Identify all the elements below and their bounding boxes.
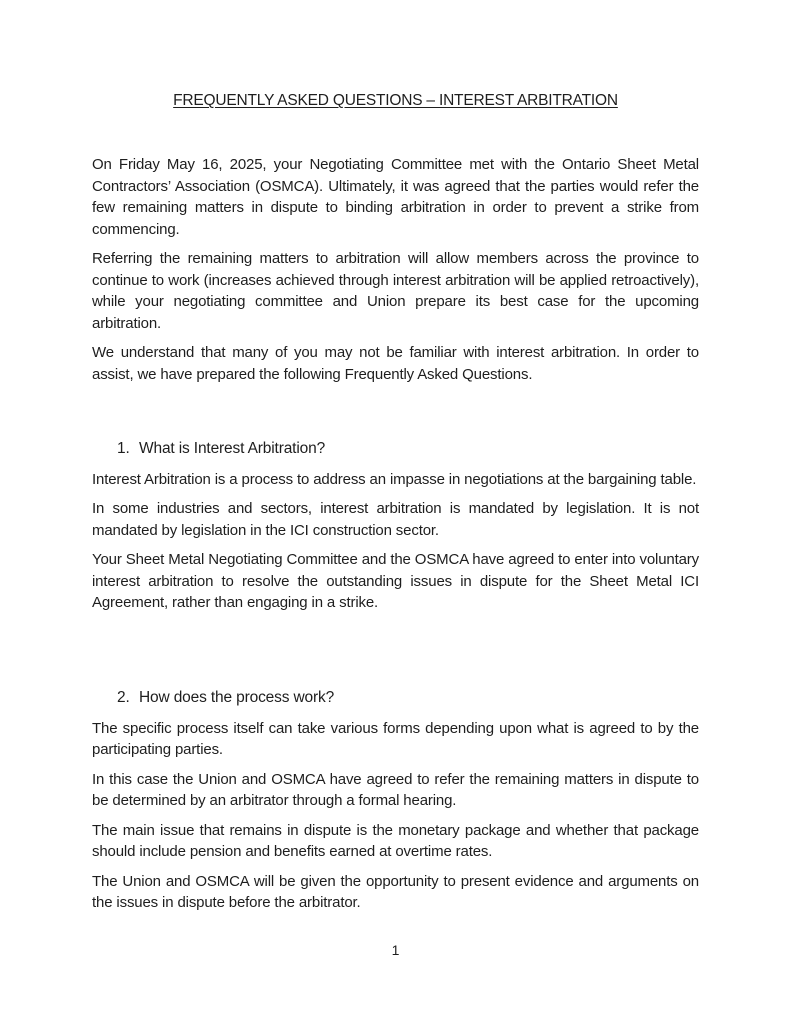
faq-heading-2 — [92, 687, 699, 709]
faq-number: 1. — [117, 440, 130, 457]
faq-paragraph: Interest Arbitration is a process to address an impasse in negotiations at the bargaining table. — [92, 470, 697, 488]
faq-paragraph: The main issue that remains in dispute is the monetary package and whether that package should include pension and benefits earned at overtime rates. — [92, 821, 699, 860]
intro-paragraph: Referring the remaining matters to arbitration will allow members across the province to continue to work (increases achieved through interest arbitration will be applied retroactively), while your negotiating committee and Union prepare its best case for the upcoming arbitration. — [92, 250, 699, 332]
faq-paragraph: The specific process itself can take various forms depending upon what is agreed to by the participating parties. — [92, 719, 699, 758]
faq-paragraph: In some industries and sectors, interest arbitration is mandated by legislation. It is not mandated by legislation in the ICI construction sector. — [92, 500, 699, 539]
faq-section-2 — [92, 687, 699, 922]
page-number: 1 — [391, 942, 400, 958]
faq-question: How does the process work? — [139, 689, 335, 706]
faq-paragraph: Your Sheet Metal Negotiating Committee and the OSMCA have agreed to enter into voluntary interest arbitration to resolve the outstanding issues in dispute for the Sheet Metal ICI Agreement, rather than engaging in a strike. — [92, 551, 699, 611]
faq-number: 2. — [117, 689, 130, 706]
faq-paragraph: In this case the Union and OSMCA have agreed to refer the remaining matters in dispute to be determined by an arbitrator through a formal hearing. — [92, 770, 699, 809]
faq-heading-1 — [92, 438, 699, 460]
faq-question: What is Interest Arbitration? — [139, 440, 326, 457]
intro-section — [92, 154, 699, 393]
faq-section-1 — [92, 438, 699, 622]
intro-paragraph: On Friday May 16, 2025, your Negotiating Committee met with the Ontario Sheet Metal Contractors’ Association (OSMCA). Ultimately, it was agreed that the parties would refer the few remaining matters in dispute to binding arbitration in order to prevent a strike from commencing. — [92, 156, 699, 238]
document-title: FREQUENTLY ASKED QUESTIONS – INTEREST ARBITRATION — [173, 92, 618, 109]
faq-paragraph: The Union and OSMCA will be given the opportunity to present evidence and arguments on the issues in dispute before the arbitrator. — [92, 872, 699, 911]
intro-paragraph: We understand that many of you may not be familiar with interest arbitration. In order to assist, we have prepared the following Frequently Asked Questions. — [92, 344, 699, 383]
